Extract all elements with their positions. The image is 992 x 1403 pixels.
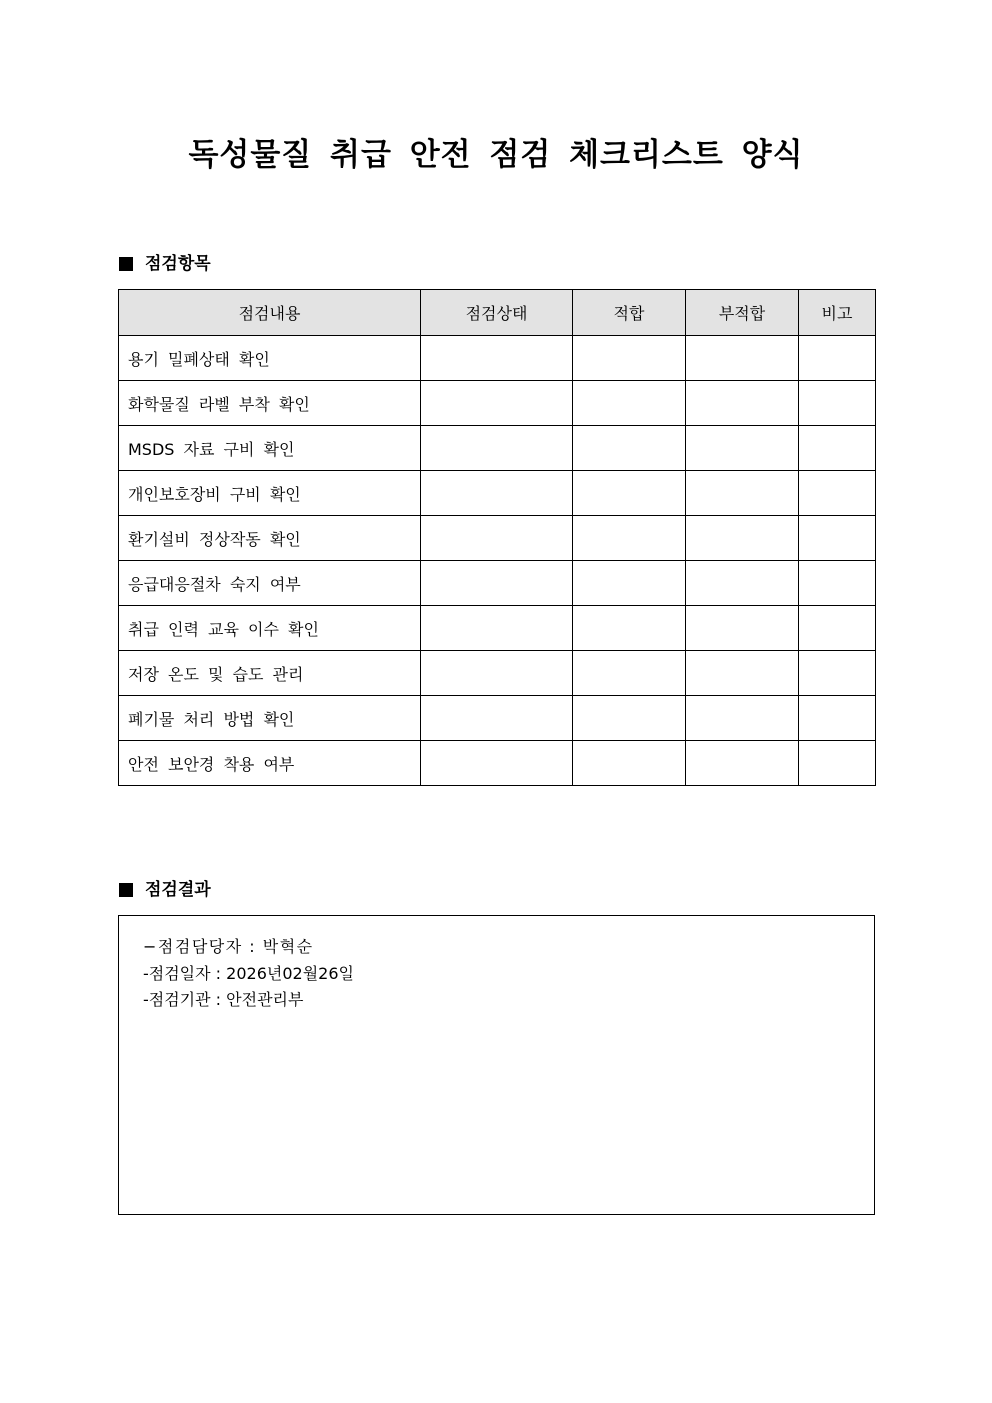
fail-cell[interactable]: [686, 651, 799, 696]
pass-cell[interactable]: [573, 651, 686, 696]
status-cell[interactable]: [421, 696, 573, 741]
section-heading-results: [119, 878, 211, 902]
note-cell[interactable]: [799, 696, 876, 741]
note-cell[interactable]: [799, 741, 876, 786]
note-cell[interactable]: [799, 336, 876, 381]
pass-cell[interactable]: [573, 561, 686, 606]
pass-cell[interactable]: [573, 606, 686, 651]
fail-cell[interactable]: [686, 606, 799, 651]
table-row: [119, 336, 876, 381]
table-row: [119, 651, 876, 696]
status-cell[interactable]: [421, 561, 573, 606]
note-cell[interactable]: [799, 426, 876, 471]
document-title: 독성물질 취급 안전 점검 체크리스트 양식: [188, 137, 804, 173]
fail-cell[interactable]: [686, 381, 799, 426]
pass-cell[interactable]: [573, 381, 686, 426]
table-row: [119, 561, 876, 606]
header-inspection-status: 점검상태: [421, 290, 573, 336]
fail-cell[interactable]: [686, 336, 799, 381]
result-box: [118, 915, 875, 1215]
table-row: [119, 516, 876, 561]
pass-cell[interactable]: [573, 471, 686, 516]
note-cell[interactable]: [799, 606, 876, 651]
square-bullet-icon: [119, 257, 133, 271]
result-inspector: −점검담당자 : 박혁순: [143, 937, 314, 956]
inspection-item: 저장 온도 및 습도 관리: [119, 651, 421, 696]
table-row: [119, 606, 876, 651]
pass-cell[interactable]: [573, 741, 686, 786]
table-row: [119, 696, 876, 741]
section-heading-label: 점검결과: [145, 880, 211, 900]
note-cell[interactable]: [799, 471, 876, 516]
status-cell[interactable]: [421, 516, 573, 561]
note-cell[interactable]: [799, 561, 876, 606]
pass-cell[interactable]: [573, 696, 686, 741]
header-pass: 적합: [573, 290, 686, 336]
fail-cell[interactable]: [686, 516, 799, 561]
section-heading-items: [119, 252, 211, 276]
inspection-item: 응급대응절차 숙지 여부: [119, 561, 421, 606]
status-cell[interactable]: [421, 381, 573, 426]
pass-cell[interactable]: [573, 516, 686, 561]
header-fail: 부적합: [686, 290, 799, 336]
fail-cell[interactable]: [686, 426, 799, 471]
table-row: [119, 741, 876, 786]
inspection-item: MSDS 자료 구비 확인: [119, 426, 421, 471]
result-organization: -점검기관 : 안전관리부: [143, 990, 304, 1009]
header-note: 비고: [799, 290, 876, 336]
square-bullet-icon: [119, 883, 133, 897]
status-cell[interactable]: [421, 336, 573, 381]
pass-cell[interactable]: [573, 336, 686, 381]
inspection-item: 화학물질 라벨 부착 확인: [119, 381, 421, 426]
table-row: [119, 471, 876, 516]
fail-cell[interactable]: [686, 741, 799, 786]
note-cell[interactable]: [799, 651, 876, 696]
note-cell[interactable]: [799, 381, 876, 426]
fail-cell[interactable]: [686, 471, 799, 516]
inspection-item: 개인보호장비 구비 확인: [119, 471, 421, 516]
table-row: [119, 426, 876, 471]
header-inspection-content: 점검내용: [119, 290, 421, 336]
inspection-item: 안전 보안경 착용 여부: [119, 741, 421, 786]
status-cell[interactable]: [421, 606, 573, 651]
inspection-item: 취급 인력 교육 이수 확인: [119, 606, 421, 651]
result-date: -점검일자 : 2026년02월26일: [143, 964, 354, 983]
status-cell[interactable]: [421, 741, 573, 786]
inspection-item: 환기설비 정상작동 확인: [119, 516, 421, 561]
pass-cell[interactable]: [573, 426, 686, 471]
inspection-item: 용기 밀폐상태 확인: [119, 336, 421, 381]
status-cell[interactable]: [421, 426, 573, 471]
note-cell[interactable]: [799, 516, 876, 561]
fail-cell[interactable]: [686, 696, 799, 741]
checklist-table: [118, 289, 876, 786]
table-row: [119, 381, 876, 426]
section-heading-label: 점검항목: [145, 254, 211, 274]
inspection-item: 폐기물 처리 방법 확인: [119, 696, 421, 741]
fail-cell[interactable]: [686, 561, 799, 606]
table-header-row: [119, 290, 876, 336]
status-cell[interactable]: [421, 651, 573, 696]
status-cell[interactable]: [421, 471, 573, 516]
